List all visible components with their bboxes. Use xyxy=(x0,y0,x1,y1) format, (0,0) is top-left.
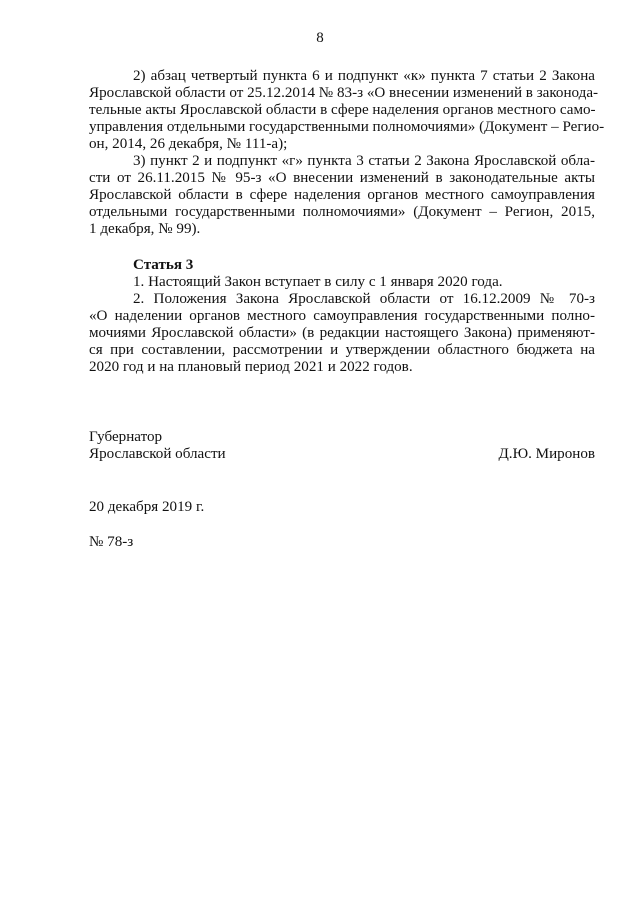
item2-line-5: он, 2014, 26 декабря, № 111-а); xyxy=(89,136,288,152)
law-number: № 78-з xyxy=(89,534,134,550)
article3-para2-line-1: 2. Положения Закона Ярославской области от 16.12.2009 № 70-з xyxy=(133,291,595,307)
item2-line-4: управления отдельными государственными полномочиями» (Документ – Регио- xyxy=(89,119,605,135)
article3-para2-line-4: ся при составлении, рассмотрении и утверждении областного бюджета на xyxy=(89,342,595,358)
page-number: 8 xyxy=(316,30,324,46)
article3-para2-line-2: «О наделении органов местного самоуправления государственными полно- xyxy=(89,308,595,324)
item2-line-2: Ярославской области от 25.12.2014 № 83-з «О внесении изменений в законода- xyxy=(89,85,599,101)
item2-line-1: 2) абзац четвертый пункта 6 и подпункт «к» пункта 7 статьи 2 Закона xyxy=(133,68,595,84)
item3-line-3: Ярославской области в сфере наделения органов местного самоуправления xyxy=(89,187,595,203)
signature-title-line-2: Ярославской области xyxy=(89,446,226,462)
item2-line-3: тельные акты Ярославской области в сфере наделения органов местного само- xyxy=(89,102,596,118)
item3-line-2: сти от 26.11.2015 № 95-з «О внесении изменений в законодательные акты xyxy=(89,170,595,186)
article3-para1: 1. Настоящий Закон вступает в силу с 1 января 2020 года. xyxy=(133,274,503,290)
signature-title-line-1: Губернатор xyxy=(89,429,163,445)
article3-para2-line-5: 2020 год и на плановый период 2021 и 2022 годов. xyxy=(89,359,413,375)
document-date: 20 декабря 2019 г. xyxy=(89,499,205,515)
item3-line-5: 1 декабря, № 99). xyxy=(89,221,201,237)
item3-line-4: отдельными государственными полномочиями» (Документ – Регион, 2015, xyxy=(89,204,595,220)
article3-heading: Статья 3 xyxy=(133,257,194,273)
article3-para2-line-3: мочиями Ярославской области» (в редакции настоящего Закона) применяют- xyxy=(89,325,595,341)
signatory-name: Д.Ю. Миронов xyxy=(498,446,595,462)
item3-line-1: 3) пункт 2 и подпункт «г» пункта 3 статьи 2 Закона Ярославской обла- xyxy=(133,153,595,169)
